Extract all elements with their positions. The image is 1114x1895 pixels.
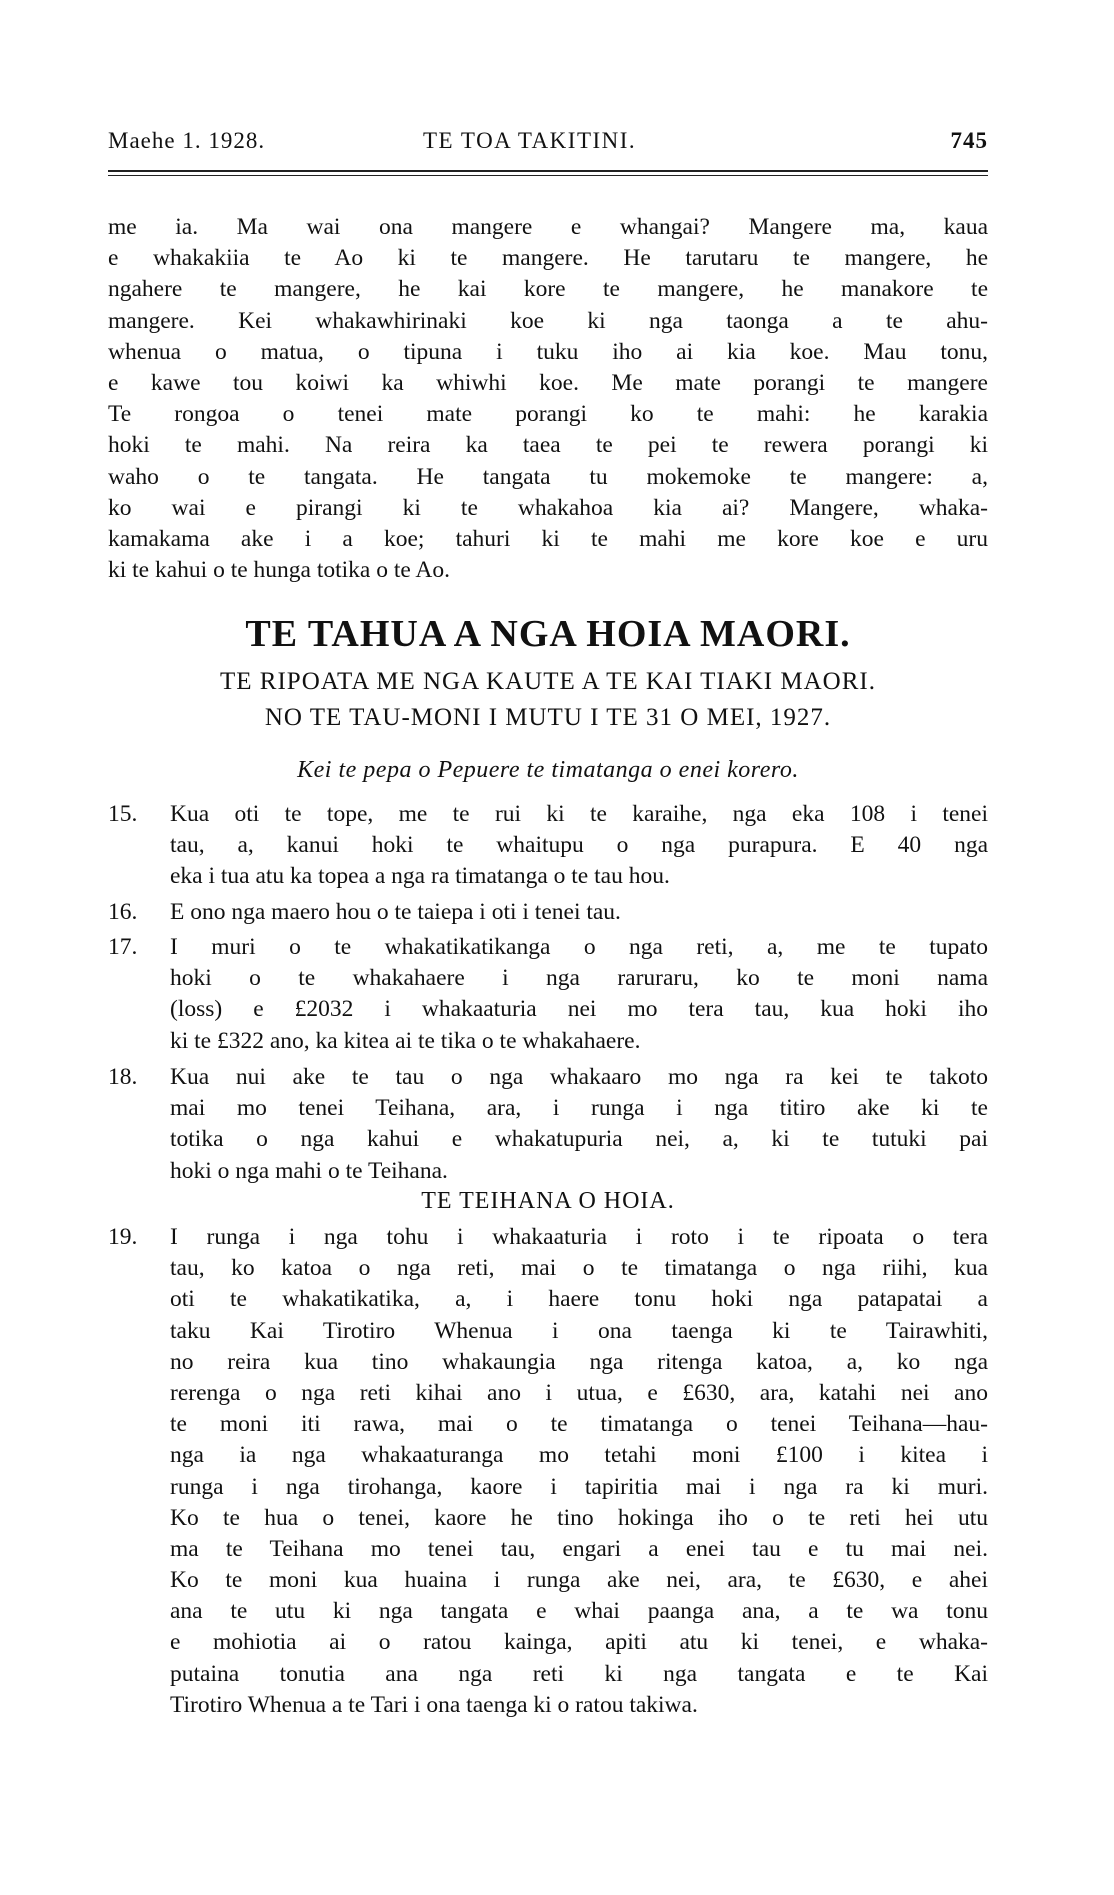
item-number: 18.	[108, 1064, 138, 1090]
text-line: oti te whakatikatika, a, i haere tonu hoki nga patapatai a	[170, 1286, 988, 1313]
running-header	[108, 128, 988, 162]
text-line: hoki o nga mahi o te Teihana.	[170, 1157, 448, 1184]
item-number: 19.	[108, 1224, 138, 1250]
header-date: Maehe 1. 1928.	[108, 128, 266, 153]
text-line: no reira kua tino whakaungia nga ritenga katoa, a, ko nga	[170, 1348, 988, 1375]
text-line: (loss) e £2032 i whakaaturia nei mo tera tau, kua hoki iho	[170, 996, 988, 1023]
header-title: TE TOA TAKITINI.	[423, 128, 637, 153]
intro-paragraph	[108, 212, 988, 586]
text-line: eka i tua atu ka topea a nga ra timatanga o te tau hou.	[170, 863, 670, 890]
text-line: te moni iti rawa, mai o te timatanga o tenei Teihana—hau-	[170, 1411, 988, 1438]
text-line: tau, ko katoa o nga reti, mai o te timatanga o nga riihi, kua	[170, 1255, 988, 1282]
text-line: hoki o te whakahaere i nga raruraru, ko te moni nama	[170, 965, 988, 992]
text-line: e whakakiia te Ao ki te mangere. He tarutaru te mangere, he	[108, 245, 988, 272]
text-line: Kua nui ake te tau o nga whakaaro mo nga ra kei te takoto	[170, 1064, 988, 1090]
header-rule-bottom	[108, 175, 988, 176]
text-line: E ono nga maero hou o te taiepa i oti i tenei tau.	[170, 899, 621, 925]
text-line: I runga i nga tohu i whakaaturia i roto i te ripoata o tera	[170, 1224, 988, 1250]
text-line: e mohiotia ai o ratou kainga, apiti atu ki tenei, e whaka-	[170, 1629, 988, 1656]
section-heading: TE TEIHANA O HOIA.	[421, 1188, 675, 1214]
text-line: ki te £322 ano, ka kitea ai te tika o te whakahaere.	[170, 1027, 641, 1054]
text-line: mai mo tenei Teihana, ara, i runga i nga titiro ake ki te	[170, 1095, 988, 1122]
text-line: ko wai e pirangi ki te whakahoa kia ai? Mangere, whaka-	[108, 494, 988, 521]
text-line: Ko te moni kua huaina i runga ake nei, ara, te £630, e ahei	[170, 1567, 988, 1594]
text-line: Ko te hua o tenei, kaore he tino hokinga iho o te reti hei utu	[170, 1504, 988, 1531]
text-line: ngahere te mangere, he kai kore te mangere, he manakore te	[108, 276, 988, 303]
text-line: e kawe tou koiwi ka whiwhi koe. Me mate porangi te mangere	[108, 369, 988, 396]
text-line: taku Kai Tirotiro Whenua i ona taenga ki te Tairawhiti,	[170, 1317, 988, 1344]
text-line: ana te utu ki nga tangata e whai paanga ana, a te wa tonu	[170, 1598, 988, 1625]
header-rule-top	[108, 170, 988, 172]
text-line: Kua oti te tope, me te rui ki te karaihe, nga eka 108 i tenei	[170, 801, 988, 827]
text-line: ki te kahui o te hunga totika o te Ao.	[108, 557, 450, 584]
text-line: totika o nga kahui e whakatupuria nei, a, ki te tutuki pai	[170, 1126, 988, 1153]
text-line: runga i nga tirohanga, kaore i tapiritia mai i nga ra ki muri.	[170, 1473, 988, 1500]
text-line: Te rongoa o tenei mate porangi ko te mahi: he karakia	[108, 401, 988, 428]
item-number: 15.	[108, 801, 138, 827]
text-line: mangere. Kei whakawhirinaki koe ki nga taonga a te ahu-	[108, 307, 988, 334]
text-line: Tirotiro Whenua a te Tari i ona taenga ki o ratou takiwa.	[170, 1691, 698, 1718]
main-heading: TE TAHUA A NGA HOIA MAORI.	[245, 613, 851, 655]
text-line: putaina tonutia ana nga reti ki nga tangata e te Kai	[170, 1660, 988, 1687]
continuation-note: Kei te pepa o Pepuere te timatanga o enei korero.	[297, 757, 799, 783]
sub-heading-year: NO TE TAU-MONI I MUTU I TE 31 O MEI, 1927.	[264, 704, 832, 731]
text-line: me ia. Ma wai ona mangere e whangai? Mangere ma, kaua	[108, 214, 988, 240]
text-line: nga ia nga whakaaturanga mo tetahi moni £100 i kitea i	[170, 1442, 988, 1469]
item-number: 17.	[108, 934, 138, 960]
page-number: 745	[950, 128, 988, 153]
text-line: waho o te tangata. He tangata tu mokemoke te mangere: a,	[108, 463, 988, 490]
sub-heading-report: TE RIPOATA ME NGA KAUTE A TE KAI TIAKI MAORI.	[220, 668, 876, 695]
text-line: kamakama ake i a koe; tahuri ki te mahi me kore koe e uru	[108, 525, 988, 552]
text-line: rerenga o nga reti kihai ano i utua, e £630, ara, katahi nei ano	[170, 1379, 988, 1406]
text-line: tau, a, kanui hoki te whaitupu o nga purapura. E 40 nga	[170, 832, 988, 859]
text-line: hoki te mahi. Na reira ka taea te pei te rewera porangi ki	[108, 432, 988, 459]
text-line: whenua o matua, o tipuna i tuku iho ai kia koe. Mau tonu,	[108, 338, 988, 365]
text-line: ma te Teihana mo tenei tau, engari a enei tau e tu mai nei.	[170, 1535, 988, 1562]
item-number: 16.	[108, 899, 138, 925]
text-line: I muri o te whakatikatikanga o nga reti, a, me te tupato	[170, 934, 988, 960]
